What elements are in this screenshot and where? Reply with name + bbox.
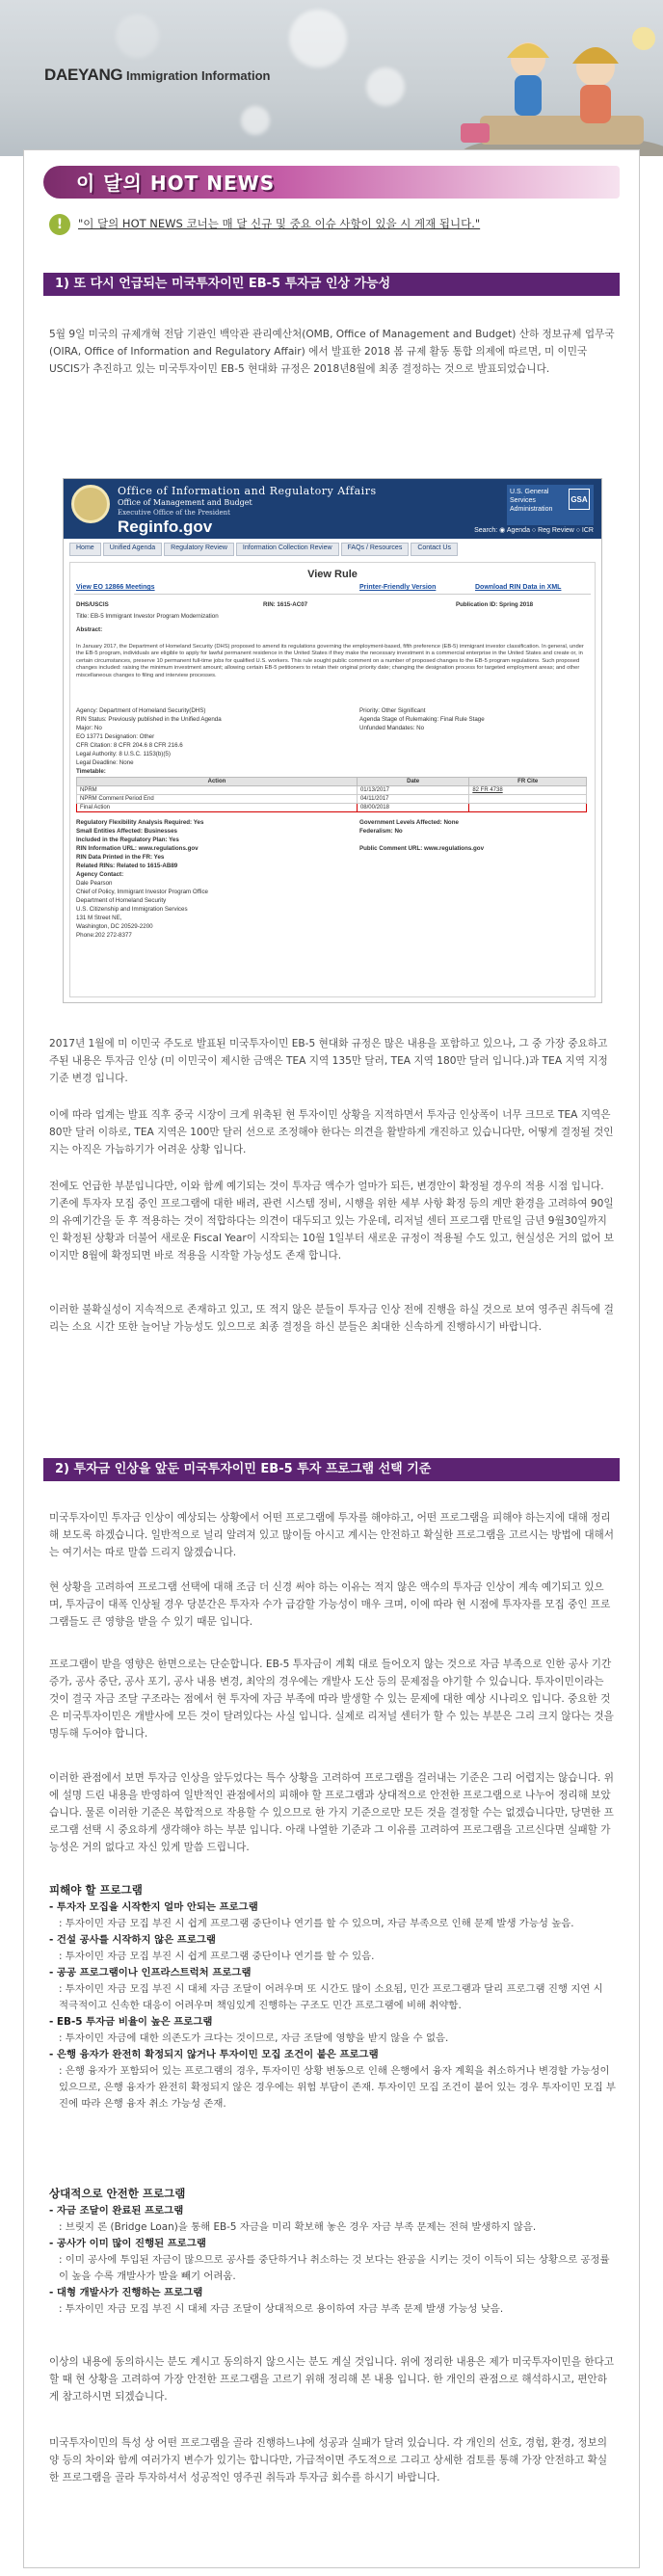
section1-para-2: 이에 따라 업계는 발표 직후 중국 시장이 크게 위축된 현 투자이민 상황을 지적하면서 투자금 인상폭이 너무 크므로 TEA 지역은 80만 달러 이하로, TEA 지역은 100만 달러 선으로 조정해야 한다는 의견을 활발하게 개진하고 있습니다만, 어떻게 결정될 것인지는 아직은 가늠하기가 어려운 상황 입니다. <box>49 1109 614 1155</box>
section2-heading: 2) 투자금 인상을 앞둔 미국투자이민 EB-5 투자 프로그램 선택 기준 <box>43 1458 620 1481</box>
section2-para-3: 프로그램이 받을 영향은 한면으로는 단순합니다. EB-5 투자금이 계획 대로 들어오지 않는 것으로 자금 부족으로 인한 공사 기간 증가, 공사 중단, 공사 포기, 공사 내용 변경, 최악의 경우에는 개발사 도산 등의 문제점을 야기할 수 있습니다. 투자이민이라는 것이 결국 자금 조달 구조라는 점에서 현 투자에 자금 부족에 따라 발생할 수 있는 문제에 대한 예상 시나리오 입니다. 중요한 것은 미국투자이민은 개발사에 모든 것이 달려있다는 사실 입니다. 실제로 리저널 센터가 할 수 있는 부분은 그리 크지 않다는 것을 명두해 두어야 합니다. <box>49 1659 614 1739</box>
section2-para-2: 현 상황을 고려하여 프로그램 선택에 대해 조금 더 신경 써야 하는 이유는 적지 않은 액수의 투자금 인상이 계속 예기되고 있으며, 투자금이 대폭 인상될 경우 당분간은 투자자 수가 급감할 가능성이 매우 크며, 이에 따라 현 시점에 투자자를 모집 중인 프로그램들도 큰 영향을 받을 수 있기 때문 입니다. <box>49 1581 611 1628</box>
field-left-6: Legal Deadline: None <box>76 759 134 766</box>
notice-text: "이 달의 HOT NEWS 코너는 매 달 신규 및 중요 이슈 사항이 있을 시 게재 됩니다." <box>78 217 481 230</box>
header-banner <box>0 0 663 159</box>
content-frame <box>23 149 640 2568</box>
hot-news-banner <box>43 164 620 200</box>
view-rule-title: View Rule <box>307 569 358 580</box>
section2-para-1: 미국투자이민 투자금 인상이 예상되는 상황에서 어떤 프로그램에 투자를 해야하고, 어떤 프로그램을 피해야 하는지에 대해 정리해 보도록 하겠습니다. 일반적으로 널리 알려져 있고 많이들 아시고 계시는 안전하고 확실한 프로그램을 고르시는 방법에 대해서는 여기서는 따로 말씀 드리지 않겠습니다. <box>49 1512 615 1558</box>
nav-information-collection: Information Collection Review <box>236 543 339 556</box>
brand-title <box>44 66 270 85</box>
section2-para-4: 이러한 관점에서 보면 투자금 인상을 앞두었다는 특수 상황을 고려하여 프로그램을 걸러내는 기준은 그리 어렵지는 않습니다. 위에 설명 드린 내용을 반영하여 일반적인 관점에서의 피해야 할 프로그램과 상대적으로 안전한 프로그램으로 나누어 정리해 보았습니다. 물론 이러한 기준은 복합적으로 작용할 수 있으므로 한 가지 기준으로만 모든 것을 결정할 수는 없겠습니다만, 당면한 프로그램 선택 시 중요하게 생각해야 하는 부분 입니다. 아래 나열한 기준과 그 이유를 고려하여 프로그램을 고르신다면 실패할 가능성은 거의 없다고 자신 있게 말씀 드립니다. <box>49 1772 615 1853</box>
section1-heading: 1) 또 다시 언급되는 미국투자이민 EB-5 투자금 인상 가능성 <box>43 273 620 296</box>
field-bottom-0: Regulatory Flexibility Analysis Required: Yes <box>76 819 204 826</box>
avoid-item-desc: : 투자이민 자금 모집 부진 시 쉽게 프로그램 중단이나 연기를 할 수 있음. <box>59 1951 375 1962</box>
divider <box>74 594 591 595</box>
field-bottom-5: Related RINs: Related to 1615-AB89 <box>76 863 178 869</box>
avoid-item-title: - 은행 융자가 완전히 확정되지 않거나 투자이민 모집 조건이 붙은 프로그램 <box>49 2049 379 2060</box>
avoid-list <box>49 1899 616 2112</box>
avoid-item-desc: : 투자이민 자금 모집 부진 시 대체 자금 조달이 어려우며 또 시간도 많이 소요됨, 민간 프로그램과 달리 프로그램 진행 지연 시 적극적이고 신속한 대응이 어려우며 책임있게 진행하는 구조도 민간 프로그램에 비해 취약함. <box>59 1983 603 2011</box>
table-cell: Final Action <box>77 804 358 812</box>
field-left-3: EO 13771 Designation: Other <box>76 733 155 740</box>
nav-contact: Contact Us <box>411 543 458 556</box>
field-bottom-right-3: Public Comment URL: www.regulations.gov <box>359 845 485 852</box>
rin: RIN: 1615-AC07 <box>263 601 308 608</box>
table-cell <box>469 804 587 812</box>
field-left-1: RIN Status: Previously published in the Unified Agenda <box>76 716 222 723</box>
table-cell: 82 FR 4738 <box>469 786 587 795</box>
safe-heading: 상대적으로 안전한 프로그램 <box>49 2187 186 2200</box>
table-cell: NPRM Comment Period End <box>77 795 358 804</box>
publication-id: Publication ID: Spring 2018 <box>456 601 534 608</box>
field-bottom-10: U.S. Citizenship and Immigration Services <box>76 906 188 913</box>
avoid-item-desc: : 투자이민 자금에 대한 의존도가 크다는 것이므로, 자금 조달에 영향을 받지 않을 수 없음. <box>59 2032 449 2044</box>
reginfo-org-line3: Executive Office of the President <box>118 509 230 517</box>
gsa-text: U.S. General Services Administration <box>510 489 553 513</box>
field-left-4: CFR Citation: 8 CFR 204.6 8 CFR 216.6 <box>76 742 183 749</box>
safe-item-desc: : 브릿지 론 (Bridge Loan)을 통해 EB-5 자금을 미리 확보해 놓은 경우 자금 부족 문제는 전혀 발생하지 않음. <box>59 2221 537 2233</box>
timetable-header-frcite: FR Cite <box>469 778 587 786</box>
field-bottom-1: Small Entities Affected: Businesses <box>76 828 177 835</box>
field-left-5: Legal Authority: 8 U.S.C. 1153(b)(5) <box>76 751 171 757</box>
safe-item-desc: : 이미 공사에 투입된 자금이 많으므로 공사를 중단하거나 취소하는 것 보다는 완공을 시키는 것이 이득이 되는 상황으로 공정률이 높을 수록 개발사가 발을 빼기 어려움. <box>59 2254 610 2282</box>
table-cell: 04/11/2017 <box>357 795 468 804</box>
field-bottom-4: RIN Data Printed in the FR: Yes <box>76 854 165 861</box>
field-bottom-13: Phone:202 272-8377 <box>76 932 132 939</box>
section1-para-4: 이러한 불확실성이 지속적으로 존재하고 있고, 또 적지 않은 분들이 투자금 인상 전에 진행을 하실 것으로 보여 영주권 취득에 걸리는 소요 시간 또한 늘어날 가능성도 있으므로 최종 결정을 하신 분들은 최대한 신속하게 진행하시기 바랍니다. <box>49 1304 614 1333</box>
field-left-2: Major: No <box>76 725 102 731</box>
reginfo-screenshot <box>63 478 602 1003</box>
avoid-item-desc: : 은행 융자가 포함되어 있는 프로그램의 경우, 투자이민 상황 변동으로 인해 은행에서 융자 계획을 취소하거나 변경할 가능성이 있으므로, 은행 융자가 완전히 확정되지 않은 경우에는 위험 부담이 존재. 투자이민 모집 조건이 붙어 있는 경우 투자이민 모집 부진에 따라 은행 융자 취소 가능성 존재. <box>59 2065 616 2110</box>
reginfo-site-title: Reginfo.gov <box>118 518 213 536</box>
section1-intro: 5월 9일 미국의 규제개혁 전담 기관인 백악관 관리예산처(OMB, Office of Management and Budget) 산하 정보규제 업무국(OIRA, Office of Information and Regulatory Affair) 에서 발표한 2018 봄 규제 활동 통합 의제에 따르면, 미 이민국 USCIS가 추진하고 있는 미국투자이민 EB-5 현대화 규정은 2018년8월에 최종 결정하는 것으로 발표되었습니다. <box>49 329 615 375</box>
brand-bold: DAEYANG <box>44 66 123 84</box>
field-bottom-right-0: Government Levels Affected: None <box>359 819 459 826</box>
field-bottom-right-1: Federalism: No <box>359 828 403 835</box>
brand-rest: Immigration Information <box>122 68 271 83</box>
avoid-item-title: - 공공 프로그램이나 인프라스트럭처 프로그램 <box>49 1967 252 1978</box>
field-bottom-2: Included in the Regulatory Plan: Yes <box>76 837 179 843</box>
reginfo-org-line2: Office of Management and Budget <box>118 498 252 507</box>
safe-item-title: - 자금 조달이 완료된 프로그램 <box>49 2205 184 2217</box>
field-bottom-7: Dale Pearson <box>76 880 113 887</box>
section1-para-3: 전에도 언급한 부분입니다만, 이와 함께 예기되는 것이 투자금 액수가 얼마가 되든, 변경안이 확정될 경우의 적용 시점 입니다. 기존에 투자자 모집 중인 프로그램에 대한 배려, 관련 시스템 정비, 시행을 위한 세부 사항 확정 등의 계만 환경을 고려하여 90일의 유예기간을 둔 후 적용하는 것이 적합하다는 의견이 대두되고 있는 가운데, 리저널 센터 프로그램 만료일 금년 9월30일까지인 확정된 상황과 더불어 새로운 Fiscal Year이 시작되는 10월 1일부터 새로운 규정이 적용될 수도 있고, 현실성은 거의 없어 보이지만 8월에 확정되면 바로 적용을 시작할 가능성도 존재 합니다. <box>49 1181 614 1261</box>
eo-meetings-link: View EO 12866 Meetings <box>76 584 155 591</box>
nav-unified-agenda: Unified Agenda <box>103 543 162 556</box>
table-row <box>77 795 587 804</box>
field-bottom-11: 131 M Street NE, <box>76 915 122 921</box>
nav-regulatory-review: Regulatory Review <box>164 543 234 556</box>
field-bottom-8: Chief of Policy, Immigrant Investor Program Office <box>76 889 208 895</box>
table-cell: NPRM <box>77 786 358 795</box>
field-right-2: Unfunded Mandates: No <box>359 725 425 731</box>
avoid-item-title: - EB-5 투자금 비율이 높은 프로그램 <box>49 2016 213 2028</box>
field-right-0: Priority: Other Significant <box>359 707 426 714</box>
rule-title: Title: EB-5 Immigrant Investor Program Modernization <box>76 613 219 620</box>
nav-faqs: FAQs / Resources <box>341 543 410 556</box>
field-bottom-12: Washington, DC 20529-2200 <box>76 923 153 930</box>
avoid-item-title: - 건설 공사를 시작하지 않은 프로그램 <box>49 1934 216 1946</box>
reginfo-org-line1: Office of Information and Regulatory Affairs <box>118 485 377 497</box>
hot-news-title: 이 달의 HOT NEWS <box>76 172 276 195</box>
field-bottom-6: Agency Contact: <box>76 871 124 878</box>
safe-list <box>49 2203 616 2318</box>
field-right-1: Agenda Stage of Rulemaking: Final Rule Stage <box>359 716 485 723</box>
download-xml-link: Download RIN Data in XML <box>475 584 562 591</box>
timetable-header-action: Action <box>77 778 358 786</box>
table-cell <box>469 795 587 804</box>
gsa-badge <box>507 485 594 525</box>
gsa-logo-icon: GSA <box>569 489 590 510</box>
exclamation-icon: ! <box>49 214 70 235</box>
abstract-label: Abstract: <box>76 626 103 633</box>
agency-code: DHS/USCIS <box>76 601 109 608</box>
closing-para-1: 이상의 내용에 동의하시는 분도 계시고 동의하지 않으시는 분도 계실 것입니다. 위에 정리한 내용은 제가 미국투자이민을 한다고 할 때 현 상황을 고려하여 가장 안전한 프로그램을 고르기 위해 정리해 본 내용 입니다. 한 개인의 관점으로 해석하시고, 편안하게 참고하시면 되겠습니다. <box>49 2356 615 2403</box>
timetable-header-date: Date <box>357 778 468 786</box>
safe-item-title: - 공사가 이미 많이 진행된 프로그램 <box>49 2238 206 2249</box>
table-cell: 01/13/2017 <box>357 786 468 795</box>
avoid-heading: 피해야 할 프로그램 <box>49 1883 143 1897</box>
table-cell: 08/00/2018 <box>357 804 468 812</box>
omb-seal-icon <box>71 485 110 523</box>
section1-para-1: 2017년 1월에 미 이민국 주도로 발표된 미국투자이민 EB-5 현대화 규정은 많은 내용을 포함하고 있으나, 그 중 가장 중요하고 주된 내용은 투자금 인상 (미 이민국이 제시한 금액은 TEA 지역 135만 달러, TEA 지역 180만 달러 입니다.)과 TEA 지역 지정 기준 변경 입니다. <box>49 1038 608 1084</box>
reginfo-search: Search: ◉ Agenda ○ Reg Review ○ ICR <box>474 527 594 534</box>
avoid-item-desc: : 투자이민 자금 모집 부진 시 쉽게 프로그램 중단이나 연기를 할 수 있으며, 자금 부족으로 인해 문제 발생 가능성 높음. <box>59 1918 574 1929</box>
avoid-item-title: - 투자자 모집을 시작한지 얼마 안되는 프로그램 <box>49 1901 258 1913</box>
doll-decoration-image <box>422 0 663 159</box>
table-row-highlighted <box>77 804 587 812</box>
field-bottom-9: Department of Homeland Security <box>76 897 167 904</box>
table-row <box>77 786 587 795</box>
field-left-0: Agency: Department of Homeland Security(DHS) <box>76 707 206 714</box>
safe-item-title: - 대형 개발사가 진행하는 프로그램 <box>49 2287 203 2298</box>
nav-home: Home <box>69 543 101 556</box>
timetable <box>76 777 587 812</box>
notice-line <box>49 212 618 241</box>
field-bottom-3: RIN Information URL: www.regulations.gov <box>76 845 199 852</box>
safe-item-desc: : 투자이민 자금 모집 부진 시 대체 자금 조달이 상대적으로 용이하여 자금 부족 문제 발생 가능성 낮음. <box>59 2303 504 2315</box>
reginfo-nav <box>69 543 458 556</box>
view-rule-panel <box>69 562 596 997</box>
closing-para-2: 미국투자이민의 특성 상 어떤 프로그램을 골라 진행하느냐에 성공과 실패가 달려 있습니다. 각 개인의 선호, 경험, 환경, 정보의 양 등의 차이와 함께 여러가지 변수가 있기는 합니다만, 가급적이면 주도적으로 그리고 상세한 검토를 통해 가장 안전하고 확실한 프로그램을 골라 투자하셔서 성공적인 영주권 취득과 투자금 회수를 하시기 바랍니다. <box>49 2437 608 2483</box>
printer-friendly-link: Printer-Friendly Version <box>359 584 437 591</box>
abstract-text: In January 2017, the Department of Homeland Security (DHS) proposed to amend its regulations governing the employment-based, fifth preference (EB-5) immigrant investor classification. In general, under the EB-5 program, individuals are eligible to apply for lawful permanent residence in the United States if they make the necessary investment in a commercial enterprise in the United States and create or, in certain circumstances, preserve 10 permanent full-time jobs for qualified U.S. workers. This rule sought public comment on a number of proposed changes to the EB-5 program regulations. Such proposed changes included: raising the minimum investment amount; allowing certain EB-5 petitioners to retain their original priority date; changing the designation process for targeted employment areas; and other miscellaneous changes to filing and interview processes. <box>76 644 584 678</box>
field-left-7: Timetable: <box>76 768 106 775</box>
